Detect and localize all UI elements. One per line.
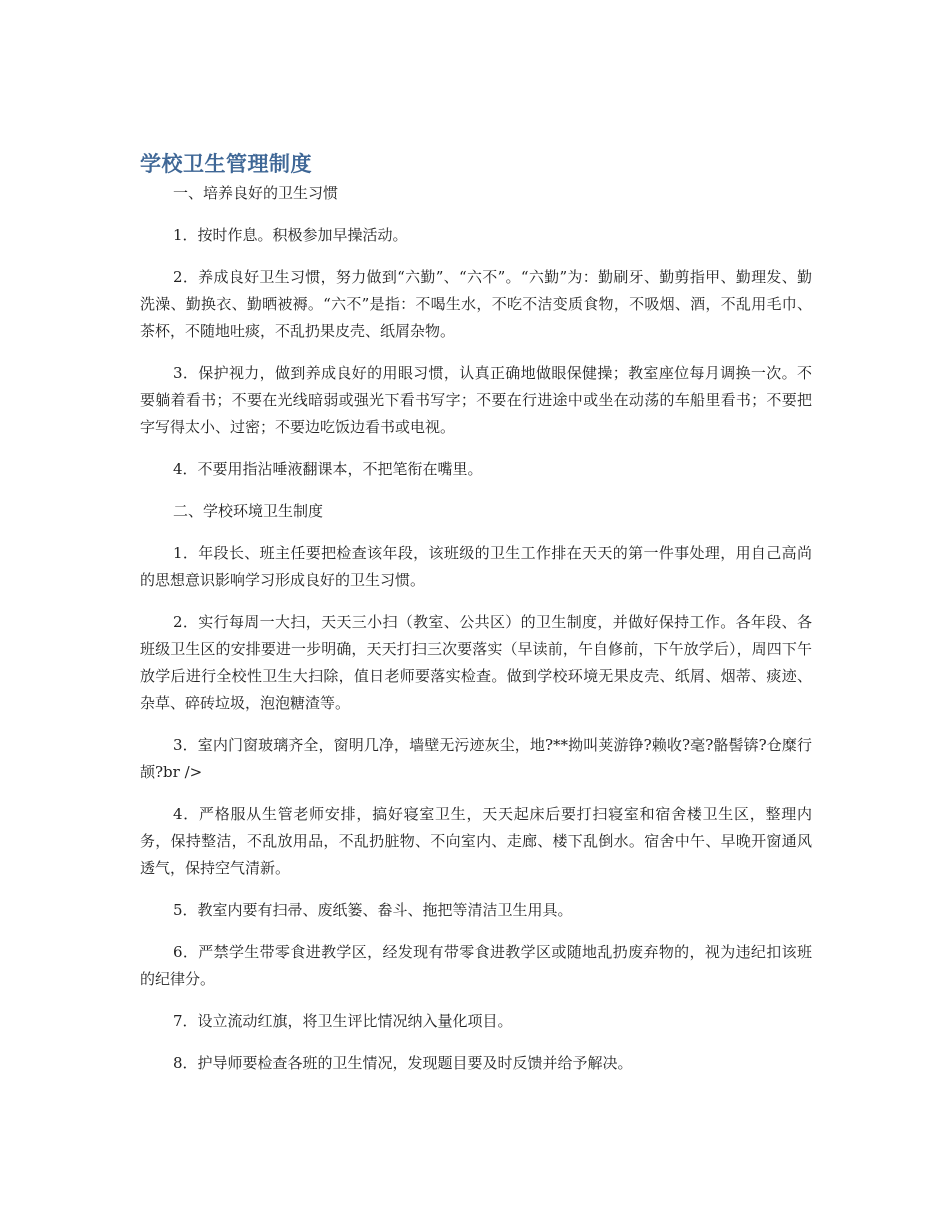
section-heading-hygiene-habits: 一、培养良好的卫生习惯 xyxy=(173,184,339,202)
paragraph-item: 2．实行每周一大扫，天天三小扫（教室、公共区）的卫生制度，并做好保持工作。各年段、各班级卫生区的安排要进一步明确，天天打扫三次要落实（早读前，午自修前，下午放学后），周四下午放学后进行全校性卫生大扫除，值日老师要落实检查。做到学校环境无果皮壳、纸屑、烟蒂、痰迹、杂草、碎砖垃圾，泡泡糖渣等。 xyxy=(140,613,812,712)
paragraph-item: 1．年段长、班主任要把检查该年段，该班级的卫生工作排在天天的第一件事处理，用自己高尚的思想意识影响学习形成良好的卫生习惯。 xyxy=(140,544,812,589)
paragraph-item: 4．严格服从生管老师安排，搞好寝室卫生，天天起床后要打扫寝室和宿舍楼卫生区，整理内务，保持整洁，不乱放用品，不乱扔脏物、不向室内、走廊、楼下乱倒水。宿舍中午、早晚开窗通风透气，保持空气清新。 xyxy=(140,805,812,877)
paragraph-item: 4．不要用指沾唾液翻课本，不把笔衔在嘴里。 xyxy=(173,460,483,478)
paragraph-item: 8．护导师要检查各班的卫生情况，发现题目要及时反馈并给予解决。 xyxy=(173,1054,633,1072)
paragraph-item: 3．室内门窗玻璃齐全，窗明几净，墙壁无污迹灰尘，地?**拗叫荚游铮?赖收?毫?骼髻锛?仓糜行颉?br /> xyxy=(140,736,812,781)
paragraph-item: 6．严禁学生带零食进教学区，经发现有带零食进教学区或随地乱扔废弃物的，视为违纪扣该班的纪律分。 xyxy=(140,943,812,988)
document-body xyxy=(140,148,812,1077)
paragraph-item: 3．保护视力，做到养成良好的用眼习惯，认真正确地做眼保健操；教室座位每月调换一次。不要躺着看书；不要在光线暗弱或强光下看书写字；不要在行进途中或坐在动荡的车船里看书；不要把字写得太小、过密；不要边吃饭边看书或电视。 xyxy=(140,364,812,436)
paragraph-item: 2．养成良好卫生习惯，努力做到“六勤”、“六不”。“六勤”为：勤刷牙、勤剪指甲、勤理发、勤洗澡、勤换衣、勤晒被褥。“六不”是指：不喝生水，不吃不洁变质食物，不吸烟、酒，不乱用毛巾、茶杯，不随地吐痰，不乱扔果皮壳、纸屑杂物。 xyxy=(140,268,812,340)
paragraph-item: 5．教室内要有扫帚、废纸篓、畚斗、拖把等清洁卫生用具。 xyxy=(173,901,573,919)
paragraph-item: 1．按时作息。积极参加早操活动。 xyxy=(173,226,408,244)
document-title: 学校卫生管理制度 xyxy=(140,152,312,176)
paragraph-item: 7．设立流动红旗，将卫生评比情况纳入量化项目。 xyxy=(173,1012,513,1030)
section-heading-environment: 二、学校环境卫生制度 xyxy=(173,502,324,520)
